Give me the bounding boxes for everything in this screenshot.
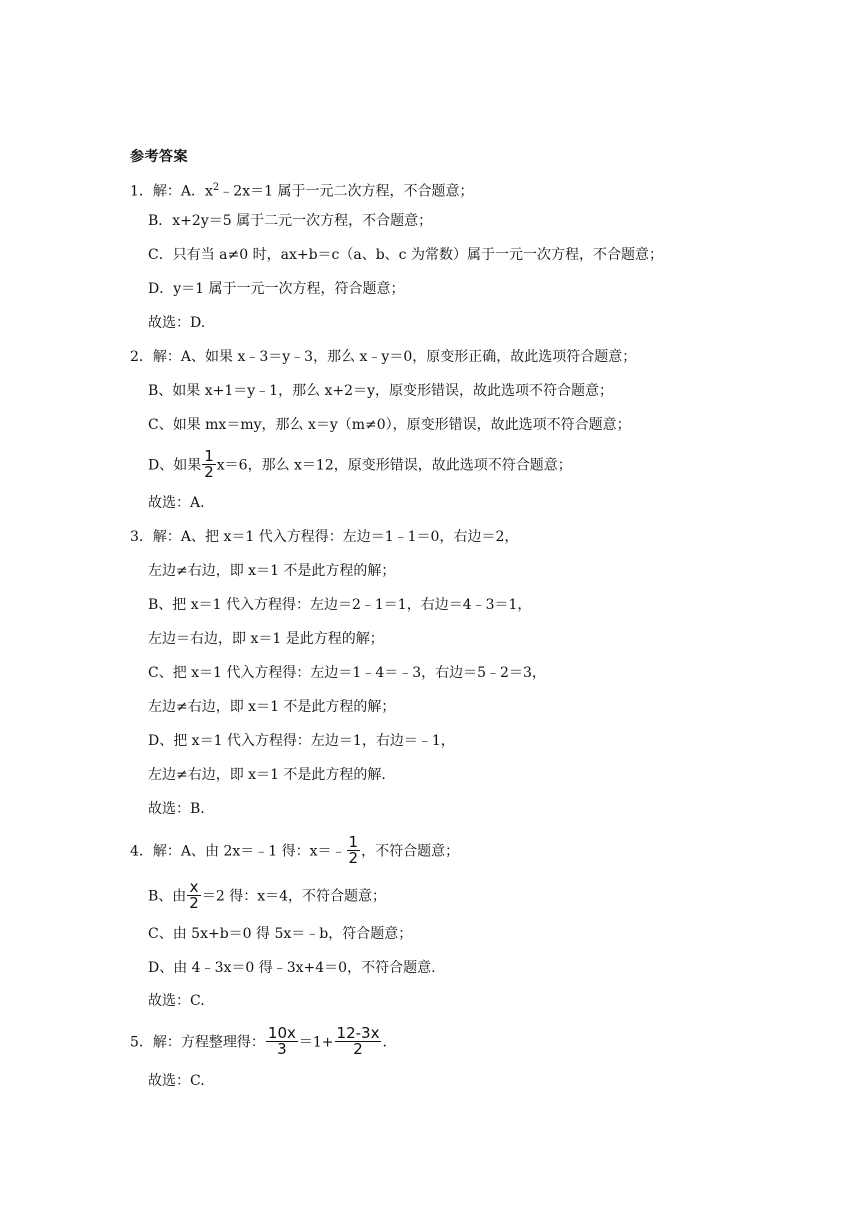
q1-a-exponent: 2 (212, 182, 220, 193)
q2-d-text: D、如果 (148, 457, 202, 474)
q3-answer: 故选：B. (148, 801, 205, 817)
q4-answer: 故选：C. (148, 993, 205, 1009)
q5-text-end: . (382, 1034, 387, 1051)
fraction-numerator: 1 (348, 833, 359, 851)
q2-answer: 故选：A. (148, 495, 205, 511)
q1-option-a (130, 178, 473, 202)
q2-option-a: 2．解：A、如果 x﹣3＝y﹣3，那么 x﹣y＝0，原变形正确，故此选项符合题意； (130, 349, 637, 365)
q4-option-d: D、由 4﹣3x＝0 得﹣3x+4＝0，不符合题意. (148, 960, 436, 976)
q1-answer: 故选：D. (148, 315, 206, 331)
fraction-denominator: 2 (348, 849, 359, 867)
q3-option-c: C、把 x＝1 代入方程得：左边＝1﹣4＝﹣3，右边＝5﹣2＝3， (148, 665, 546, 681)
q4-b-text-end: ＝2 得：x＝4，不符合题意； (201, 888, 387, 905)
q4-b-fraction (187, 880, 201, 911)
q4-a-text-end: ，不符合题意； (361, 843, 460, 860)
q5-text: 5．解：方程整理得： (130, 1034, 265, 1051)
q1-a-text-end: ﹣2x＝1 属于一元二次方程，不合题意； (219, 183, 474, 200)
q1-option-d: D．y＝1 属于一元一次方程，符合题意； (148, 281, 405, 297)
q4-b-text: B、由 (148, 888, 187, 905)
page-title: 参考答案 (130, 149, 188, 165)
fraction-denominator: 2 (189, 894, 199, 912)
q3-option-d-conclusion: 左边≠右边，即 x＝1 不是此方程的解. (148, 767, 386, 783)
q4-option-c: C、由 5x+b＝0 得 5x＝﹣b，符合题意； (148, 926, 413, 942)
fraction-denominator: 3 (277, 1040, 287, 1058)
q3-option-b-conclusion: 左边＝右边，即 x＝1 是此方程的解； (148, 631, 384, 647)
q5-text-mid: ＝1+ (298, 1034, 334, 1051)
q4-option-a (130, 833, 460, 867)
q4-a-fraction (347, 835, 361, 866)
q5-equation (130, 1024, 387, 1058)
q2-option-b: B、如果 x+1＝y﹣1，那么 x+2＝y，原变形错误，故此选项不符合题意； (148, 383, 613, 399)
q5-answer: 故选：C. (148, 1073, 205, 1089)
q3-option-d: D、把 x＝1 代入方程得：左边＝1，右边＝﹣1， (148, 733, 455, 749)
q3-option-a: 3．解：A、把 x＝1 代入方程得：左边＝1﹣1＝0，右边＝2， (130, 529, 519, 545)
q1-a-text: 1．解：A．x (130, 183, 213, 200)
fraction-numerator: 1 (204, 447, 214, 465)
q2-d-text-end: x＝6，那么 x＝12，原变形错误，故此选项不符合题意； (216, 457, 572, 474)
q5-fraction-left (266, 1026, 298, 1057)
q2-d-fraction (202, 449, 216, 480)
q1-option-c: C．只有当 a≠0 时，ax+b＝c（a、b、c 为常数）属于一元一次方程，不合题意； (148, 247, 663, 263)
q2-option-d (148, 447, 572, 481)
q3-option-a-conclusion: 左边≠右边，即 x＝1 不是此方程的解； (148, 563, 396, 579)
q5-fraction-right (335, 1026, 382, 1057)
q4-a-text: 4．解：A、由 2x＝﹣1 得：x＝﹣ (130, 843, 346, 860)
fraction-numerator: 12-3x (336, 1024, 380, 1042)
fraction-numerator: x (187, 880, 201, 896)
q2-option-c: C、如果 mx＝my，那么 x＝y（m≠0），原变形错误，故此选项不符合题意； (148, 417, 631, 433)
q3-option-b: B、把 x＝1 代入方程得：左边＝2﹣1＝1，右边＝4﹣3＝1， (148, 597, 532, 613)
fraction-numerator: 10x (267, 1024, 296, 1042)
q4-option-b (148, 878, 387, 912)
fraction-denominator: 2 (353, 1040, 363, 1058)
q3-option-c-conclusion: 左边≠右边，即 x＝1 不是此方程的解； (148, 699, 396, 715)
fraction-denominator: 2 (204, 463, 214, 481)
q1-option-b: B．x+2y＝5 属于二元一次方程，不合题意； (148, 213, 433, 229)
